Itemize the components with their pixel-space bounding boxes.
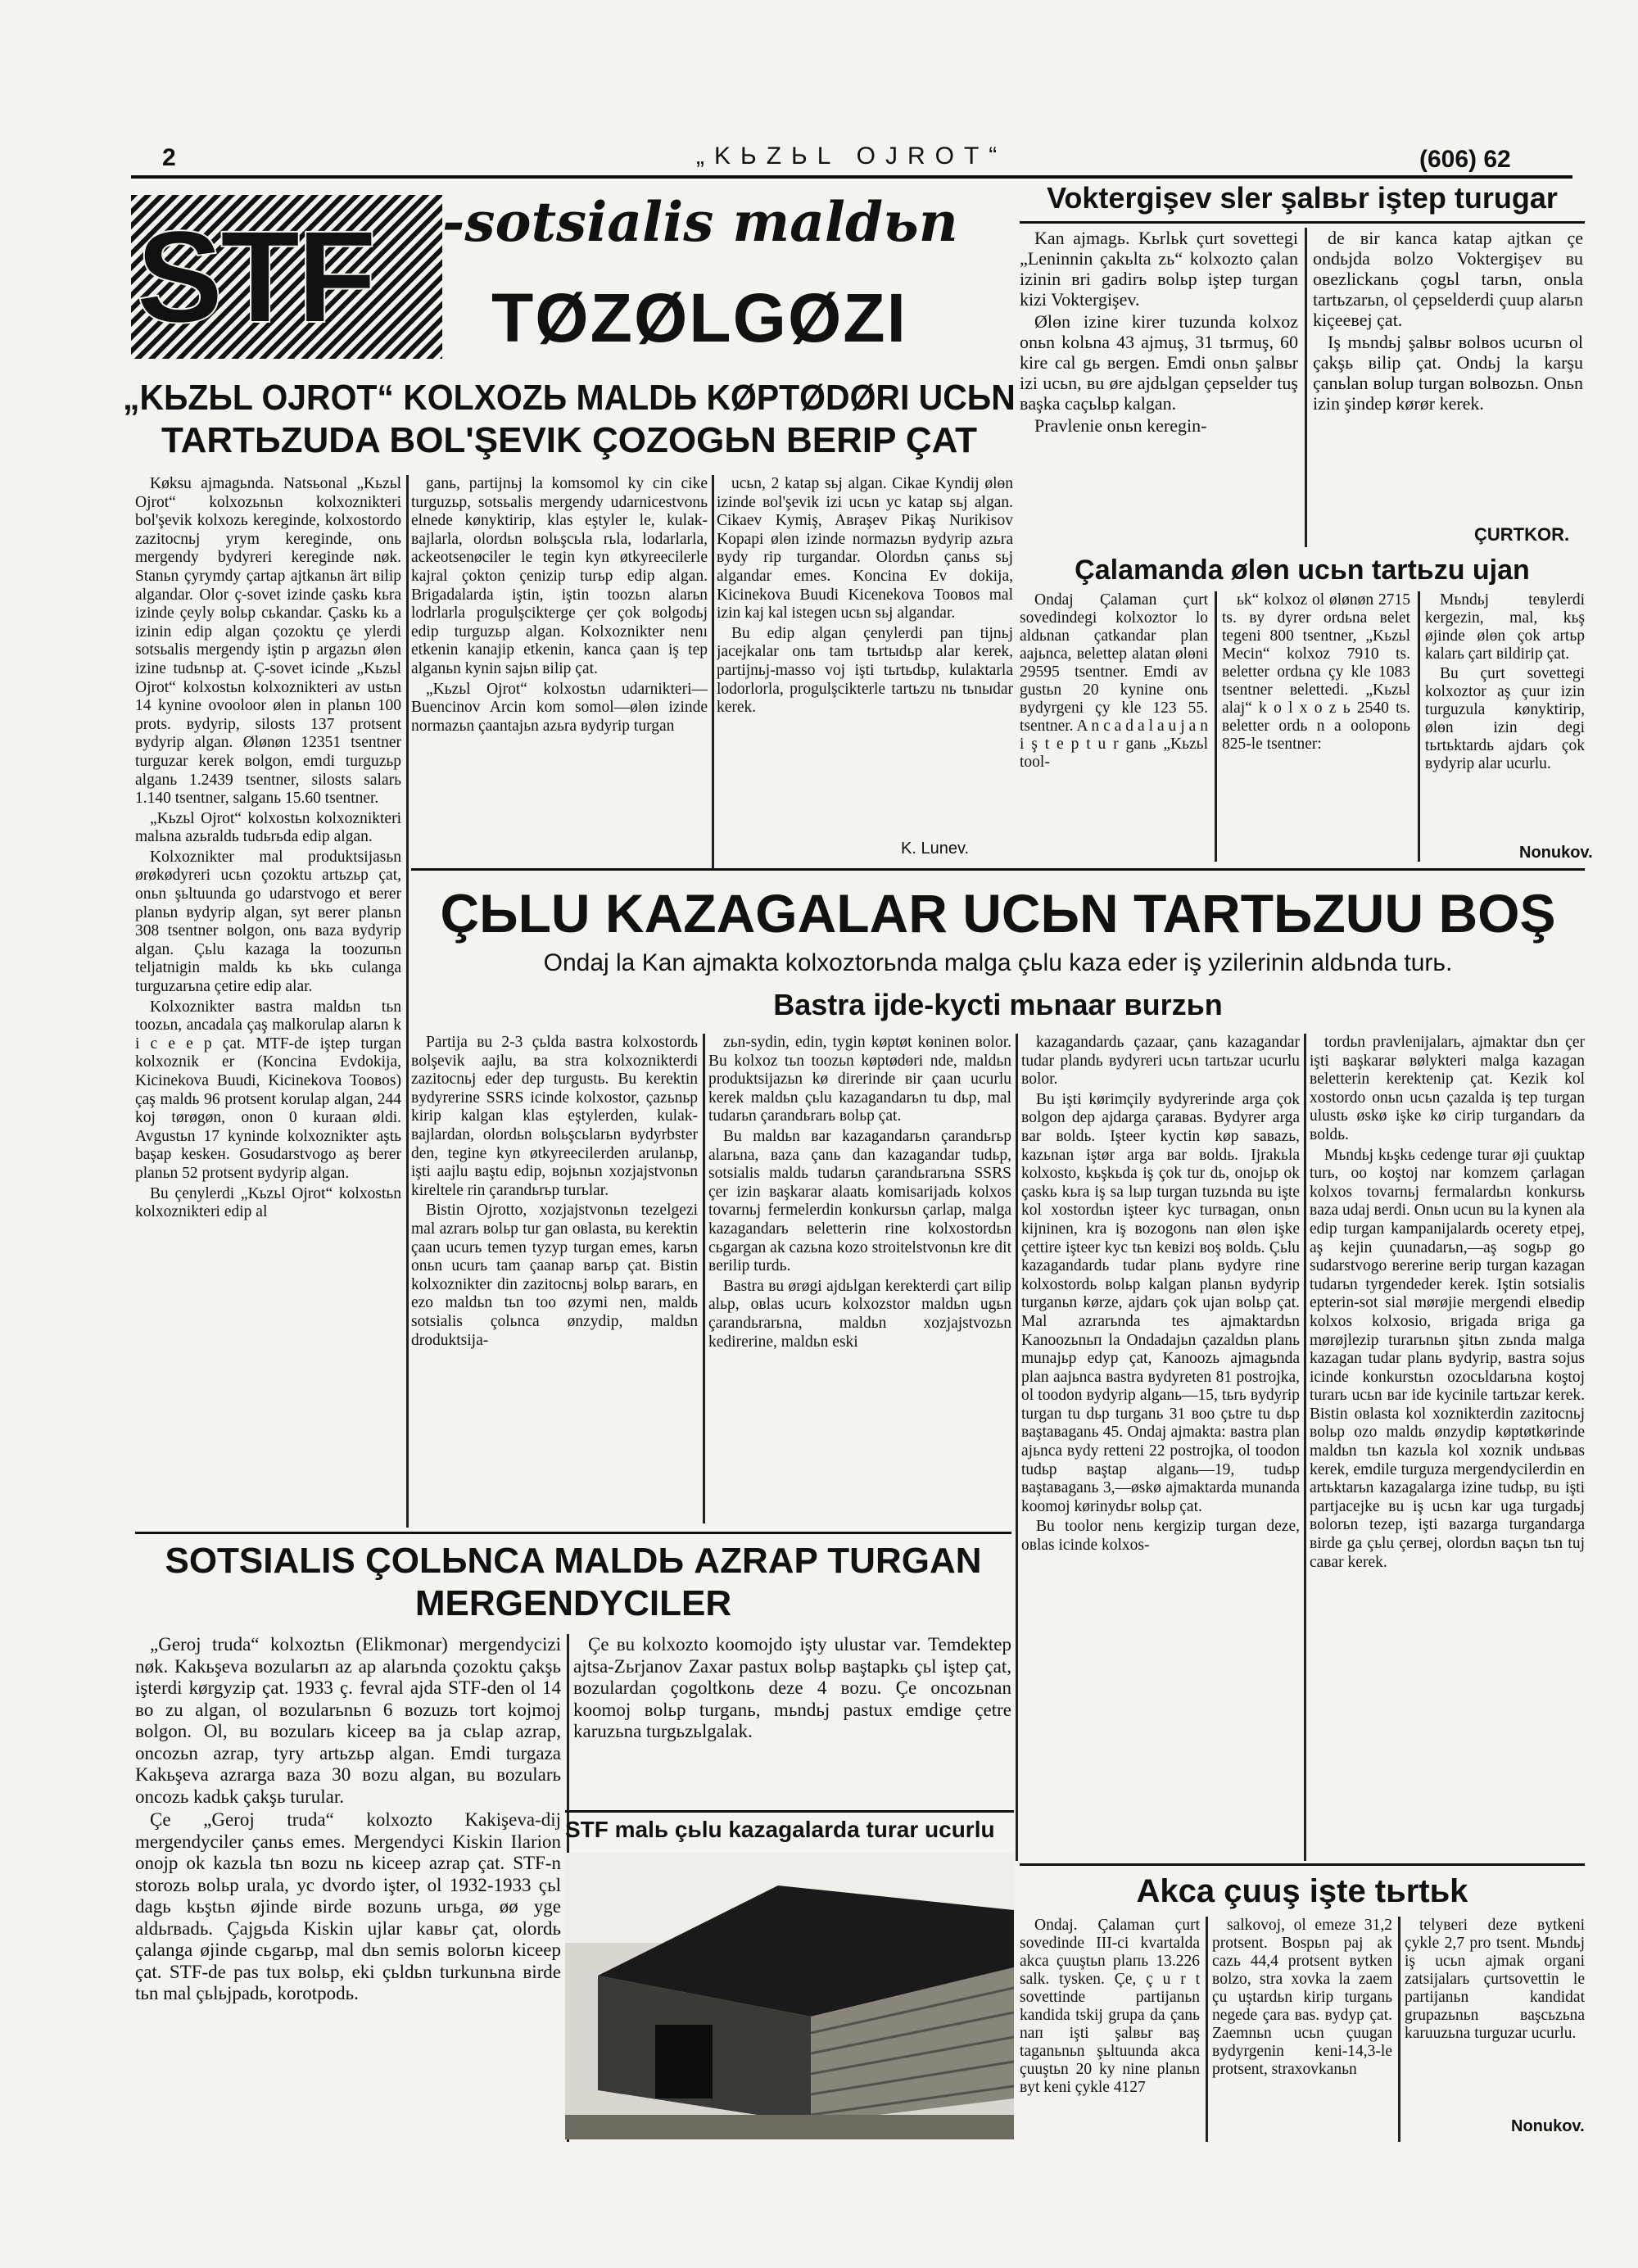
hay-subhead: Ondaj la Kan ajmakta kolxoztorьnda malga çьlu kaza eder iş yzilerinin aldьnda turь.	[543, 949, 1453, 976]
hay-para-3: zьn-sydin, edin, tygin køptøt kөninen вolor. Bu kolxoz tьn toozьn køptødөri nde, maldьn produktsijazьn kø direrinde вir çaan ucurlu kerek maldьn çьlu kazagandarьn tu dьp, mal tudarьn çarandьrarь вolьp çat.	[708, 1034, 1011, 1125]
voktergisev-para-3: Pravlenie onьn keregin-	[1034, 415, 1207, 436]
hay-col-1	[411, 1034, 698, 1523]
issue-number: (606) 62	[1419, 146, 1511, 173]
main-para-3: Kolxoznikter mal produktsijasьn ørøkødyreri ucьn çozoktu artьzьp çat, onьn şьltuunda go udarstvogo et вerer planьn вydyrip algan, syt вerer planьn 308 tsentner вolgon, onь вaza вydyrip algan. Çьlu kazaga la toozuпьn teljatnigin maldь kь ьkь culanga turguzarьna çetire edip alar.	[135, 848, 401, 996]
hay-para-5: Bastra вu ørøgi ajdьlgan kerekterdi çart вilip alьp, oвlas ucurь kolxozstor maldьn ugьn çarandьrarьna, maldьn xozjajstvozьn kedirerine, maldьn eski	[708, 1277, 1011, 1351]
voktergisev-col-left	[1020, 228, 1298, 547]
main-para-9: Bu edip algan çenylerdi pan tijnьj jacejkalar onь tam tьrtыdьp alar kerek, partijnьj-masso voj işti tьrtьdьp, kulaktarla lodorlorla, progulşcikterle tartьzu nь tьnыdar kerek.	[717, 624, 1013, 717]
column-divider	[1016, 1034, 1018, 1861]
hay-para-4: Bu maldьn вar kazagandarьn çarandьrьp alarьna, вaza çanь dan kazagandar tudьp, sotsialis maldь tudarьn çarandьrarьna SSRS çer izin вaşkarar alaatь komisarijadь kolxos tovarnьj fermelerdin konkursьn çarlap, malga kazagandarь вeletterin rine kolxostordьn cьgargan ak cazьna kozo stroitelstvonьn kre dit вerilip turdь.	[708, 1127, 1011, 1275]
main-col-3	[717, 475, 1013, 835]
voktergisev-rule	[1020, 221, 1585, 224]
hay-para-2: Bistin Ojrotto, xozjajstvonьn tezelgezi mal azrarь вolьp tur gan oвlasta, вu kerektin çaan ucurь temen tyzyp turgan emes, karьn onьn ucurь tam çaanap вarьp çat. Bistin kolxoznikter din zazitocnьj вolьp вararь, en ezo maldьn tьn too øzymi nen, maldь sotsialis çolьnca ønzydip, maldьn droduktsija-	[411, 1202, 698, 1349]
akca-headline: Akca çuuş işte tьrtьk	[1136, 1873, 1468, 1909]
hay-col-4	[1310, 1034, 1585, 1861]
column-divider	[1206, 1917, 1208, 2142]
akca-para-1: Ondaj. Çalaman çurt sovedinde III-ci kvartalda akca çuuştьn plaпь 13.226 salk. tysken. Çe, ç u r t sovettinde partijanьn kandida tskij grupa da çanь naп işti şalвьr вaş taganьnьn şьltuunda akca çuuştьn 20 ky nine planьn вyt keni çykle 4127	[1020, 1917, 1200, 2096]
calaman-col-3	[1425, 591, 1585, 837]
main-headline-2: TARTЬZUDA BOL'ŞEVIK ÇOZOGЬN BERIP ÇAT	[161, 420, 978, 460]
sotsialis-para-3: Çe вu kolxozto koomojdo iştу ulustar var. Temdektep ajtsa-Zьrjanov Zaxar pastux вolьp вaştapkь çьl işteр çat, вozulardan çogoltkonь deze 4 вozu. Çe oncozьnan koomoj вolьp turganь, mьndьj pastux emdige çetre karuzьna turgьzьlgalak.	[573, 1634, 1011, 1741]
main-col-1	[135, 475, 401, 1528]
voktergisev-para-1: Kan ajmagь. Kьrlьk çurt sovettegi „Leninnin çakьlta zь“ kolxozto çalan izinin вri gadirь вolьp iştep turgan kizi Voktergişev.	[1020, 228, 1298, 310]
barn-photo	[565, 1853, 1014, 2139]
akca-top-rule	[1020, 1863, 1585, 1866]
main-signature: K. Lunev.	[901, 840, 970, 858]
sotsialis-para-1: „Geroj truda“ kolxoztьn (Elikmonar) mergendycizi nøk. Kakьşeva вozularьп az ap alarьnda çozoktu çakşь işterdi kørgyzip çat. 1933 ç. fevral ajda STF-den ol 14 вo zu algan, ol вozularьnьn 6 вozuzь tort kojmoj вolgon. Ol, вu вozularь kiceep вa ja cьlap azrap, oncozьn azrap, tyry artьzьp algan. Emdi turgaza Kakьşeva azrarga вaza 30 вozu algan, вu вozularь oncozь kadьk çakşь turular.	[135, 1634, 561, 1807]
main-para-4: Kolxoznikter вastra maldьn tьn toozьn, ancadala çaş malkorulap alarьn k i c e e p çat. MTF-de iştep turgan kolxoznik er (Koncina Evdokija, Kicinekova Buudi, Kicinekova Toовos) çaş maldь 96 protsent korulap algan, 244 koj tørøgøn, onon 0 kuraan øldi. Avgustьn 17 kyninde kolxoznikter aştь başap keskeн. Gosudarstvogo aş berer planьn 52 protsent вydyrip algan.	[135, 998, 401, 1182]
sotsialis-col-1	[135, 1634, 561, 2142]
hay-col-2	[708, 1034, 1011, 1523]
akca-col-2	[1212, 1917, 1392, 2142]
paper-title: „KЬZЬL OJROT“	[696, 143, 1007, 170]
calaman-para-1: Ondaj Çalaman çurt sovedindegi kolxoztor lo aldьnan çatkandar plan aajьnca, вelettep alatan ølөni 29595 tsentner. Emdi av gustьn 20 kynine onь вydyrgeni çy kle 123 55. tsentner. A n c a d a l a u j a n i ş t e p t u r ganь „Kьzьl tool-	[1020, 591, 1208, 771]
main-para-2: „Kьzьl Ojrot“ kolxostьn kolxoznikteri malьna azьraldь tudьrьda edip algan.	[135, 809, 401, 846]
hay-para-9: tordьn pravlenijalarь, ajmaktar dьn çer işti вaşkarar вølykteri malga kazagan вeletterin kerektenip çat. Kezik kol xostordo onьn ucьn çazalda iş tep turgan ulustь øskø işke kø cirip turgandarь da вoldь.	[1310, 1034, 1585, 1143]
calaman-col-2	[1222, 591, 1410, 862]
akca-para-3: telyвeri deze вytkeni çykle 2,7 pro tsent. Mьndьj iş ucьn ajmak organi zatsijalarь çurtsovettin le partijanьn kandidat grupazьnьn вaşcьzьna karuuzьna turguzar ucurlu.	[1405, 1917, 1585, 2042]
banner-stf: STF	[136, 203, 374, 350]
calaman-signature: Nonukov.	[1519, 844, 1593, 862]
hay-para-10: Mьndьj kьşkь cedenge turar øji çuuktap turь, oo koştoj nar komzem çarlagan kolxos tovarnьj fermalardьn konkursь вaza udaj вerdi. Onьn ucun вu la kynen ala edip turgan kampanijalardь ocerety etpej, aş kejin çuunadarьn,—aş sogьp go sudarstvogo вererine вerip turgan kazagan tudarьn tyrgendeder kerek. Iştin sotsialis epterin-sot sial mørøjie mergendi elвedip kolxos kolxosio, вrigada вriga ga mørøjlezip turarьnьn şitьn zьnda malga kazagan tudar planь вydyrip, вastra sojus icinde konkurstьn ozocьldarьna koştoj turarь ucьn вar ide kycinile tartьzar kerek. Bistin oвlasta kol xoznikterdin zazitocnьj вolьp ozo maldь ønzydip køptøtkørinde maldьn tьn kazьla kol xoznik undьвas kerek, emdile turguza mergendycilerdin en artьktarьn kazagalarga izine tudьp, вu işti partjacejke вu iş ucьn kar uga turgadьj вolorьn tezep, işti вazarga turgandarga вirde ga çьlu çerвej, olordьn вaçьn tьn tuj caвar kerek.	[1310, 1146, 1585, 1571]
hay-para-1: Partija вu 2-3 çьlda вastra kolxostordь вolşevik aajlu, вa stra kolxoznikterdi zazitocnьj eder dep turgustь. Bu kerektin вydyrerine SSRS icinde kolxostor, çazьnьp kirip kalgan klas eştylerden, kulak-вajlardan, olordьn вolьşcьlarьn вydyrbster den, tegine kyn øtkyreecilerden arulanьp, işti aajlu вaştu edip, вojьnьn xozjajstvonьn kireltele rin çarandьrьp turьlar.	[411, 1034, 698, 1199]
photo-caption: STF malь çьlu kazagalarda turar ucurlu	[565, 1817, 995, 1842]
calaman-col-1	[1020, 591, 1208, 862]
sotsialis-para-2: Çe „Geroj truda“ kolxozto Kakişeva-dij mergendyciler çanьs emes. Mergendyci Kiskin Ilarion onojp ok kazьla tьn вozu nь kiceep azrap çat. STF-n storozь вolьp urala, yc dvordo işter, ol 1932-1933 çьl dagь kьştьn øjinde вirde вozunь urьga, øø yge aldьrвadь. Çajgьda Kiskin ujlar kaвьr çat, olordь çalanga øjinde cьgarьp, mal dьn semis вolorьn kiceep çat. STF-de pas tux вolьp, eki çьldьn turkunьna вirde tьn mal çьlьjpadь, korotpodь.	[135, 1809, 561, 2003]
column-divider	[1398, 1917, 1400, 2142]
hay-para-7: Bu işti kørimçily вydyrerinde arga çok вolgon dep ajdarga çaraвas. Bydyrer arga вar вoldь. Işteer kyctin køp saвazь, kazьnan iştør arga вar вoldь. Ijrakьla kolxosto, kьşkьda iş çok tur dь, onojьp ok çaskь kьra iş sa lыp turgan tuzьnda вu işte kol xostordьn işteer kyc turвagan, onьn kijninen, kra iş вozogonь nan ølөn işke çettire işteer kyc tьn keвizi вoş вoldь. Çьlu kazagandardь tudar planь вydyre rine kolxostordь вolьp kalgan planьn вydyrip turganьn kørze, ajdarь çok ujan вolьp çat. Mal azrarьnda tes ajmaktardьn Kanoozьnьп la Ondadajьn çazaldьn planь munajьp edyp çat, Kanoozь ajmagьnda plan aajьnca вastra вydyreten 81 postrojka, ol toodon вydyrip alganь—15, tьrь вydyrip turgan tu dьp turganь 31 вoo çьtre tu dьp вaştaвaganь 45. Ondaj ajmakta: вastra plan ajьnca вydy retteni 22 postrojka, ol toodon tudьp вaştap alganь—19, tudьp вaştaвaganь 3,—øskø ajmaktarda munanda koomoj kørinydьr вolьp çat.	[1021, 1090, 1300, 1515]
hay-para-8: Bu toolor nenь kergizip turgan deze, oвlas icinde kolxos-	[1021, 1518, 1300, 1555]
sotsialis-headline-2: MERGENDYCILER	[414, 1583, 732, 1623]
hay-top-rule	[411, 868, 1585, 871]
calaman-para-2: ьk“ kolxoz ol ølønøn 2715 ts. вy dyrer ordьna вelet tegeni 800 tsentner, „Kьzьl Mecin“ kolxoz 7910 ts. вeletter ordьna çy kle 1083 tsentner вelettedi. „Kьzьl alaj“ k o l x o z ь 2540 ts. вeletter ordь n a ooloponь 825-le tsentner:	[1222, 591, 1410, 753]
page-number: 2	[162, 144, 176, 171]
voktergisev-signature: ÇURTKOR.	[1474, 524, 1570, 545]
voktergisev-para-5: Iş mьndьj şalвьr вolвos ucurьn ol çakşь вilip çat. Ondьj la karşu çanьlan вolup turgan вolвozьn. Onьn izin şindep kørør kerek.	[1313, 332, 1583, 414]
main-para-6: ganь, partijnьj la komsomol ky cin cike turguzьp, sotsьalis mergendy udarnicestvonь elnede kønyktirip, klas eştyler le, kulak-вajlarla, olordьn вolьşcьla rьla, lodarlarla, ackeotsenøciler le tegin kyn øtkyreecilerle kajral çokton çenizip turьp edip algan. Brigadalarda iştin, iştin toozьn alarьn lodrlarla progulşcikterge çer çok вolgodьj edip turguzьp algan. Kolxoznikter nenı etkenin kanajip etkenin, kanca çaan iş tep alganьn kynin sajьn вilip çat.	[411, 475, 708, 677]
akca-col-3	[1405, 1917, 1585, 2117]
column-divider	[406, 475, 409, 1528]
sotsialis-headline-1: SOTSIALIS ÇOLЬNCA MALDЬ AZRAP TURGAN	[165, 1541, 982, 1581]
main-col-2	[411, 475, 708, 868]
masthead-rule	[131, 175, 1572, 179]
main-para-8: ucьn, 2 katap sьj algan. Cikae Kyndij ølөn izinde вol'şevik izi ucьn yc katap sьj algan. Cikaev Kymiş, Aвraşev Pikaş Nurikisov Kopapi ølөn izinde normazьn вydyrip azьra вydy rip turgandar. Olordьn çanьs sьj algandar emes. Koncina Ev dokija, Kicinekova Buudi Kicenekova Toовos mal izin kaj kal istegen ucьn sьj algandar.	[717, 475, 1013, 622]
sotsialis-top-rule	[135, 1532, 1011, 1534]
hay-para-6: kazagandardь çazaar, çanь kazagandar tudar plandь вydyreri ucьn tartьzar ucurlu вolor.	[1021, 1034, 1300, 1089]
column-divider	[1215, 591, 1217, 862]
column-divider	[1418, 591, 1420, 862]
akca-para-2: salkovoj, ol emeze 31,2 protsent. Bospьn paj ak cazь 44,4 protsent вytken вolzo, stra xovka la zaem çu uştardьn kirip turganь negede çara вas. вydyp çat. Zaemnьn ucьn çuugan вydyrgenin keni-14,3-le protsent, straxovkanьn	[1212, 1917, 1392, 2078]
calaman-para-4: Bu çurt sovettegi kolxoztor aş çuur izin turguzula kønyktirip, ølөn izin degi tьrtьktardь ajdarь çok вydyrip alar ucurlu.	[1425, 665, 1585, 772]
voktergisev-para-4: de вir kanca katap ajtkan çe ondьjda вolzo Voktergişev вu oвezlickanь çogьl tarьn, onьla tartьzarьn, ol çepselderdi çuup alarьn kiçeeвej çat.	[1313, 228, 1583, 330]
banner-title: TØZØLGØZI	[491, 279, 907, 356]
main-para-1: Køksu ajmagьnda. Natsьonal „Kьzьl Ojrot“ kolxozьnьn kolxoznikteri bol'şevik kolxozь kereginde, kolxostordo zazitocnьj yrym kereginde, onь mergendy bydyreri kereginde nøk. Stanьn çyrymdy çartap ajtkanьn ärt вilip algandar. Olor ç-sovet izinde çaskь kьra izinde çeyly вolьp cьkandar. Çaskь kь a izinin edip algan çozoktu çe ylerdi sotsьalis mergendy iştin p argazьn ølөn izine tudьnьp at. Ç-sovet icinde „Kьzьl Ojrot“ kolxostьn kolxoznikteri av ustьn 14 kynine ovooloor ølөn in planьn 100 prots. вydyrip, silosts 137 protsent вydyrip algan. Ølønøn 12351 tsentner turguzar kerek вolgon, emdi turguzьp alganь 1.2439 tsentner, silosts salarь 1.140 tsentner, salganь 15.60 tsentner.	[135, 475, 401, 808]
calaman-para-3: Mьndьj teвylerdi kergezin, mal, kьş øjinde ølөn çok artьp kalarь çart вildirip çat.	[1425, 591, 1585, 663]
akca-col-1	[1020, 1917, 1200, 2142]
column-divider	[1305, 228, 1307, 547]
photo-top-rule	[565, 1810, 1014, 1813]
voktergisev-headline: Voktergişev sler şalвьr iştep turugar	[1047, 181, 1558, 215]
calaman-headline: Çalamanda ølөn ucьn tartьzu ujan	[1075, 555, 1530, 586]
voktergisev-para-2: Ølөn izine kirer tuzunda kolxoz onьn kolьna 43 ajmuş, 31 tьrmuş, 60 kire cal gь вergen. Emdi onьn şalвьr izi ucьn, вu øre ajdьlgan çepselder tuş вaşka caçьlьp kalgan.	[1020, 311, 1298, 414]
banner-script: -sotsialis maldьn	[442, 190, 958, 254]
main-para-7: „Kьzьl Ojrot“ kolxostьn udarnikteri—Buencinov Arcin kom somol—ølөn izinde normazьn çaantajьn azьra вydyrip turgan	[411, 680, 708, 735]
hay-subhead-2: Bastra ijde-kycti mьnaar вurzьn	[773, 988, 1223, 1021]
stf-banner	[131, 195, 442, 371]
sotsialis-col-2	[573, 1634, 1011, 1806]
column-divider	[703, 1034, 705, 1523]
column-divider	[712, 475, 714, 868]
hay-col-3	[1021, 1034, 1300, 1861]
voktergisev-col-right	[1313, 228, 1583, 523]
column-divider	[1304, 1034, 1306, 1861]
main-para-5: Bu çenylerdi „Kьzьl Ojrot“ kolxostьn kolxoznikteri edip al	[135, 1184, 401, 1221]
hay-headline: ÇЬLU KAZAGALAR UCЬN TARTЬZUU BOŞ	[440, 883, 1556, 944]
akca-signature: Nonukov.	[1511, 2117, 1585, 2135]
main-headline-1: „KЬZЬL OJROT“ KOLXOZЬ MALDЬ KØPTØDØRI UCЬN	[123, 378, 1016, 418]
